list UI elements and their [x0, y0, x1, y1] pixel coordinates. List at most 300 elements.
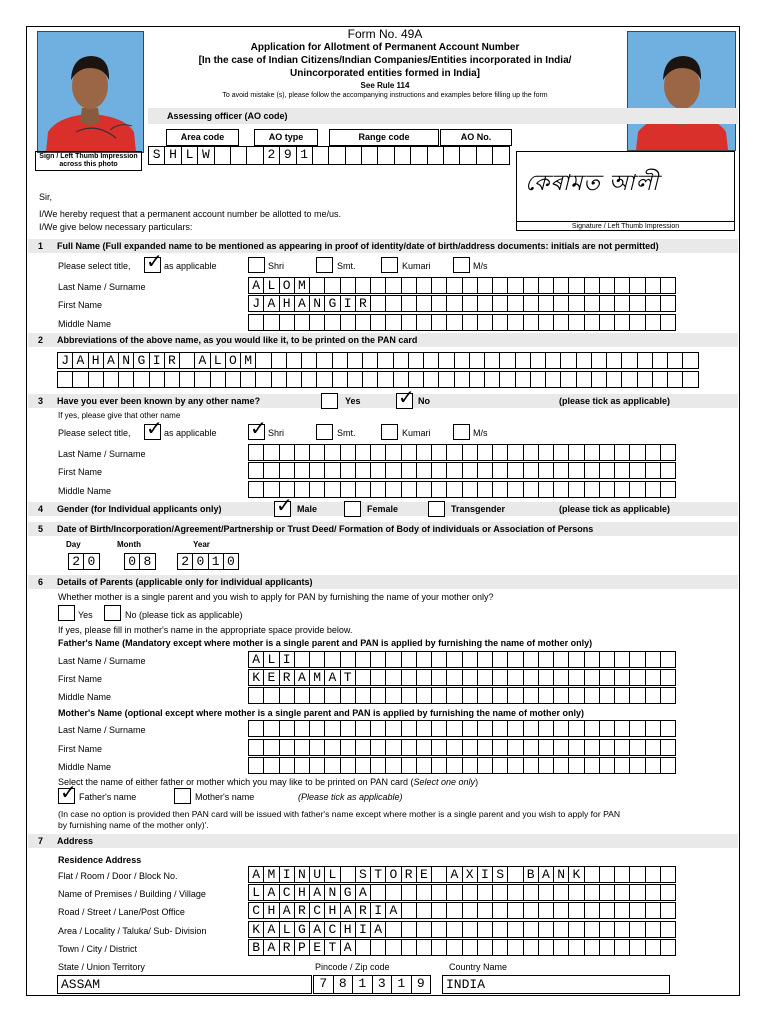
char-box[interactable] — [560, 371, 576, 388]
char-box[interactable] — [462, 277, 478, 294]
char-box[interactable]: A — [355, 884, 371, 901]
char-box[interactable] — [355, 481, 371, 498]
char-box[interactable] — [599, 295, 615, 312]
char-box[interactable] — [523, 444, 539, 461]
char-box[interactable] — [538, 314, 554, 331]
char-box[interactable] — [492, 462, 508, 479]
ao-char-box[interactable] — [394, 146, 411, 165]
char-box[interactable] — [660, 481, 676, 498]
ao-char-box[interactable]: L — [181, 146, 198, 165]
char-box[interactable] — [553, 314, 569, 331]
char-box[interactable] — [629, 277, 645, 294]
char-box[interactable] — [355, 687, 371, 704]
char-box[interactable] — [416, 277, 432, 294]
s7-road-grid[interactable] — [248, 902, 676, 919]
char-box[interactable] — [370, 462, 386, 479]
char-box[interactable]: 0 — [223, 553, 239, 570]
char-box[interactable] — [446, 884, 462, 901]
char-box[interactable] — [660, 720, 676, 737]
char-box[interactable] — [431, 314, 447, 331]
char-box[interactable] — [523, 651, 539, 668]
ao-char-box[interactable] — [328, 146, 345, 165]
s3-kumari-checkbox[interactable] — [381, 424, 398, 440]
char-box[interactable] — [462, 921, 478, 938]
char-box[interactable] — [652, 371, 668, 388]
s7-state-input[interactable]: ASSAM — [57, 975, 312, 994]
char-box[interactable] — [530, 352, 546, 369]
s3-middle-name-grid[interactable] — [248, 481, 676, 498]
char-box[interactable] — [553, 462, 569, 479]
char-box[interactable] — [370, 687, 386, 704]
char-box[interactable] — [629, 884, 645, 901]
char-box[interactable] — [263, 444, 279, 461]
char-box[interactable]: T — [370, 866, 386, 883]
char-box[interactable] — [370, 295, 386, 312]
char-box[interactable] — [553, 481, 569, 498]
char-box[interactable]: M — [294, 277, 310, 294]
char-box[interactable]: O — [225, 352, 241, 369]
char-box[interactable] — [629, 757, 645, 774]
char-box[interactable] — [553, 277, 569, 294]
char-box[interactable] — [645, 651, 661, 668]
char-box[interactable]: A — [263, 295, 279, 312]
char-box[interactable] — [568, 921, 584, 938]
char-box[interactable] — [492, 939, 508, 956]
char-box[interactable] — [645, 481, 661, 498]
char-box[interactable] — [530, 371, 546, 388]
char-box[interactable] — [591, 352, 607, 369]
char-box[interactable] — [660, 462, 676, 479]
char-box[interactable] — [401, 739, 417, 756]
char-box[interactable] — [385, 884, 401, 901]
char-box[interactable] — [294, 720, 310, 737]
char-box[interactable] — [340, 720, 356, 737]
s3-first-name-grid[interactable] — [248, 462, 676, 479]
char-box[interactable] — [660, 866, 676, 883]
char-box[interactable]: I — [340, 295, 356, 312]
char-box[interactable] — [553, 739, 569, 756]
char-box[interactable] — [660, 687, 676, 704]
s2-abbrev-row-2[interactable] — [57, 371, 699, 388]
char-box[interactable]: J — [57, 352, 73, 369]
char-box[interactable]: R — [164, 352, 180, 369]
s6-no-checkbox[interactable] — [104, 605, 121, 621]
char-box[interactable] — [309, 651, 325, 668]
char-box[interactable] — [507, 720, 523, 737]
char-box[interactable]: G — [133, 352, 149, 369]
char-box[interactable]: I — [149, 352, 165, 369]
char-box[interactable] — [660, 277, 676, 294]
s7-premises-grid[interactable] — [248, 884, 676, 901]
char-box[interactable] — [667, 352, 683, 369]
char-box[interactable] — [576, 352, 592, 369]
char-box[interactable] — [324, 277, 340, 294]
s1-last-name-grid[interactable] — [248, 277, 676, 294]
char-box[interactable] — [507, 757, 523, 774]
char-box[interactable] — [324, 481, 340, 498]
char-box[interactable] — [446, 444, 462, 461]
char-box[interactable] — [599, 720, 615, 737]
char-box[interactable] — [355, 314, 371, 331]
char-box[interactable] — [568, 295, 584, 312]
char-box[interactable] — [553, 669, 569, 686]
char-box[interactable]: C — [309, 902, 325, 919]
char-box[interactable] — [507, 866, 523, 883]
s6-fathers-name-checkbox[interactable] — [58, 780, 77, 804]
char-box[interactable] — [309, 481, 325, 498]
char-box[interactable] — [431, 277, 447, 294]
char-box[interactable]: G — [294, 921, 310, 938]
s3-smt-checkbox[interactable] — [316, 424, 333, 440]
char-box[interactable] — [553, 921, 569, 938]
char-box[interactable] — [355, 651, 371, 668]
char-box[interactable] — [553, 757, 569, 774]
char-box[interactable]: I — [279, 651, 295, 668]
char-box[interactable] — [309, 720, 325, 737]
char-box[interactable]: 1 — [391, 975, 412, 994]
ao-char-box[interactable] — [312, 146, 329, 165]
char-box[interactable] — [263, 720, 279, 737]
char-box[interactable] — [584, 884, 600, 901]
char-box[interactable] — [599, 314, 615, 331]
char-box[interactable] — [614, 314, 630, 331]
char-box[interactable] — [340, 444, 356, 461]
char-box[interactable] — [462, 462, 478, 479]
char-box[interactable] — [454, 371, 470, 388]
char-box[interactable] — [416, 295, 432, 312]
char-box[interactable] — [309, 757, 325, 774]
char-box[interactable] — [492, 277, 508, 294]
char-box[interactable] — [401, 295, 417, 312]
char-box[interactable] — [568, 444, 584, 461]
char-box[interactable]: A — [294, 295, 310, 312]
char-box[interactable] — [484, 371, 500, 388]
char-box[interactable] — [340, 481, 356, 498]
char-box[interactable] — [446, 462, 462, 479]
char-box[interactable] — [645, 314, 661, 331]
char-box[interactable] — [599, 462, 615, 479]
char-box[interactable] — [431, 651, 447, 668]
char-box[interactable] — [225, 371, 241, 388]
char-box[interactable]: L — [324, 866, 340, 883]
char-box[interactable] — [614, 902, 630, 919]
char-box[interactable]: L — [210, 352, 226, 369]
char-box[interactable] — [210, 371, 226, 388]
char-box[interactable] — [629, 921, 645, 938]
char-box[interactable] — [446, 651, 462, 668]
char-box[interactable]: I — [370, 902, 386, 919]
char-box[interactable] — [614, 921, 630, 938]
char-box[interactable] — [423, 371, 439, 388]
char-box[interactable] — [645, 866, 661, 883]
char-box[interactable] — [294, 444, 310, 461]
char-box[interactable] — [446, 669, 462, 686]
char-box[interactable] — [416, 481, 432, 498]
char-box[interactable] — [340, 866, 356, 883]
s3-ms-checkbox[interactable] — [453, 424, 470, 440]
char-box[interactable] — [362, 352, 378, 369]
char-box[interactable] — [294, 739, 310, 756]
char-box[interactable] — [416, 939, 432, 956]
char-box[interactable] — [477, 462, 493, 479]
char-box[interactable] — [645, 444, 661, 461]
char-box[interactable] — [469, 352, 485, 369]
char-box[interactable] — [324, 651, 340, 668]
char-box[interactable] — [385, 720, 401, 737]
s6-mother-first-grid[interactable] — [248, 739, 676, 756]
char-box[interactable]: H — [88, 352, 104, 369]
char-box[interactable] — [599, 651, 615, 668]
char-box[interactable]: B — [248, 939, 264, 956]
char-box[interactable] — [446, 481, 462, 498]
s7-country-input[interactable]: INDIA — [442, 975, 670, 994]
char-box[interactable]: H — [263, 902, 279, 919]
char-box[interactable] — [614, 866, 630, 883]
char-box[interactable] — [294, 462, 310, 479]
char-box[interactable] — [629, 444, 645, 461]
char-box[interactable] — [523, 687, 539, 704]
char-box[interactable] — [660, 939, 676, 956]
char-box[interactable]: K — [248, 921, 264, 938]
char-box[interactable] — [584, 314, 600, 331]
char-box[interactable] — [401, 902, 417, 919]
char-box[interactable] — [401, 884, 417, 901]
char-box[interactable] — [629, 720, 645, 737]
char-box[interactable]: I — [477, 866, 493, 883]
char-box[interactable] — [416, 720, 432, 737]
char-box[interactable]: K — [568, 866, 584, 883]
char-box[interactable] — [599, 902, 615, 919]
char-box[interactable] — [477, 757, 493, 774]
char-box[interactable] — [523, 739, 539, 756]
char-box[interactable] — [370, 481, 386, 498]
char-box[interactable] — [332, 371, 348, 388]
char-box[interactable] — [362, 371, 378, 388]
char-box[interactable] — [660, 757, 676, 774]
char-box[interactable] — [248, 444, 264, 461]
char-box[interactable] — [523, 939, 539, 956]
char-box[interactable] — [538, 939, 554, 956]
char-box[interactable] — [614, 277, 630, 294]
s5-year-grid[interactable] — [177, 553, 239, 570]
char-box[interactable] — [584, 757, 600, 774]
char-box[interactable] — [316, 371, 332, 388]
char-box[interactable] — [660, 921, 676, 938]
char-box[interactable] — [416, 314, 432, 331]
char-box[interactable]: A — [103, 352, 119, 369]
char-box[interactable] — [660, 444, 676, 461]
char-box[interactable] — [309, 444, 325, 461]
char-box[interactable]: M — [263, 866, 279, 883]
char-box[interactable] — [446, 902, 462, 919]
char-box[interactable]: A — [340, 902, 356, 919]
char-box[interactable] — [370, 720, 386, 737]
char-box[interactable] — [614, 739, 630, 756]
ao-char-box[interactable] — [345, 146, 362, 165]
char-box[interactable] — [523, 669, 539, 686]
char-box[interactable] — [340, 687, 356, 704]
s1-ms-checkbox[interactable] — [453, 257, 470, 273]
ao-char-box[interactable]: W — [197, 146, 214, 165]
char-box[interactable] — [416, 921, 432, 938]
char-box[interactable] — [355, 444, 371, 461]
char-box[interactable] — [324, 757, 340, 774]
char-box[interactable]: R — [279, 669, 295, 686]
char-box[interactable] — [507, 921, 523, 938]
char-box[interactable]: 0 — [192, 553, 208, 570]
char-box[interactable] — [324, 720, 340, 737]
char-box[interactable] — [629, 651, 645, 668]
char-box[interactable] — [355, 757, 371, 774]
s6-mother-middle-grid[interactable] — [248, 757, 676, 774]
char-box[interactable] — [614, 939, 630, 956]
char-box[interactable]: A — [324, 669, 340, 686]
char-box[interactable]: E — [416, 866, 432, 883]
char-box[interactable] — [667, 371, 683, 388]
char-box[interactable] — [568, 720, 584, 737]
char-box[interactable] — [294, 314, 310, 331]
char-box[interactable]: N — [553, 866, 569, 883]
char-box[interactable] — [621, 352, 637, 369]
char-box[interactable] — [538, 884, 554, 901]
char-box[interactable] — [462, 669, 478, 686]
char-box[interactable] — [568, 939, 584, 956]
s5-day-grid[interactable] — [68, 553, 100, 570]
char-box[interactable] — [492, 884, 508, 901]
char-box[interactable] — [492, 444, 508, 461]
char-box[interactable] — [401, 757, 417, 774]
char-box[interactable] — [492, 739, 508, 756]
char-box[interactable]: C — [324, 921, 340, 938]
char-box[interactable] — [462, 481, 478, 498]
char-box[interactable] — [446, 720, 462, 737]
char-box[interactable] — [682, 352, 698, 369]
char-box[interactable] — [462, 444, 478, 461]
char-box[interactable]: T — [324, 939, 340, 956]
char-box[interactable] — [438, 352, 454, 369]
char-box[interactable] — [553, 651, 569, 668]
char-box[interactable] — [431, 757, 447, 774]
char-box[interactable] — [294, 687, 310, 704]
char-box[interactable] — [462, 687, 478, 704]
char-box[interactable] — [614, 295, 630, 312]
char-box[interactable] — [538, 757, 554, 774]
char-box[interactable] — [523, 295, 539, 312]
char-box[interactable] — [515, 371, 531, 388]
char-box[interactable] — [431, 739, 447, 756]
s3-shri-checkbox[interactable] — [248, 416, 267, 440]
char-box[interactable] — [401, 921, 417, 938]
char-box[interactable] — [294, 481, 310, 498]
char-box[interactable] — [538, 651, 554, 668]
char-box[interactable] — [431, 866, 447, 883]
char-box[interactable]: K — [248, 669, 264, 686]
char-box[interactable] — [492, 902, 508, 919]
char-box[interactable] — [492, 757, 508, 774]
char-box[interactable] — [370, 739, 386, 756]
char-box[interactable] — [660, 295, 676, 312]
char-box[interactable] — [240, 371, 256, 388]
char-box[interactable] — [385, 481, 401, 498]
char-box[interactable] — [279, 739, 295, 756]
ao-char-box[interactable] — [459, 146, 476, 165]
char-box[interactable] — [118, 371, 134, 388]
char-box[interactable] — [477, 277, 493, 294]
char-box[interactable] — [645, 939, 661, 956]
char-box[interactable] — [194, 371, 210, 388]
char-box[interactable] — [507, 939, 523, 956]
char-box[interactable] — [416, 687, 432, 704]
char-box[interactable]: 0 — [124, 553, 140, 570]
char-box[interactable] — [462, 651, 478, 668]
char-box[interactable] — [446, 757, 462, 774]
char-box[interactable] — [660, 651, 676, 668]
s5-month-grid[interactable] — [124, 553, 156, 570]
char-box[interactable]: H — [279, 295, 295, 312]
char-box[interactable]: 1 — [352, 975, 373, 994]
char-box[interactable] — [660, 314, 676, 331]
char-box[interactable] — [538, 687, 554, 704]
char-box[interactable] — [294, 757, 310, 774]
s3-no-checkbox[interactable] — [396, 385, 415, 409]
char-box[interactable] — [538, 669, 554, 686]
char-box[interactable] — [279, 687, 295, 704]
char-box[interactable] — [446, 277, 462, 294]
char-box[interactable]: A — [340, 939, 356, 956]
char-box[interactable] — [263, 687, 279, 704]
char-box[interactable] — [629, 902, 645, 919]
char-box[interactable]: U — [309, 866, 325, 883]
char-box[interactable] — [431, 902, 447, 919]
char-box[interactable]: A — [248, 277, 264, 294]
char-box[interactable] — [477, 295, 493, 312]
char-box[interactable] — [309, 739, 325, 756]
s6-father-middle-grid[interactable] — [248, 687, 676, 704]
char-box[interactable] — [385, 687, 401, 704]
char-box[interactable] — [477, 444, 493, 461]
char-box[interactable]: N — [309, 295, 325, 312]
char-box[interactable] — [263, 757, 279, 774]
ao-char-box[interactable]: S — [148, 146, 165, 165]
char-box[interactable] — [385, 314, 401, 331]
char-box[interactable] — [645, 669, 661, 686]
char-box[interactable] — [370, 651, 386, 668]
char-box[interactable] — [499, 371, 515, 388]
char-box[interactable] — [599, 939, 615, 956]
char-box[interactable]: I — [355, 921, 371, 938]
char-box[interactable] — [309, 462, 325, 479]
s2-abbrev-row-1[interactable] — [57, 352, 699, 369]
s6-yes-checkbox[interactable] — [58, 605, 75, 621]
char-box[interactable] — [584, 921, 600, 938]
char-box[interactable]: A — [538, 866, 554, 883]
char-box[interactable] — [431, 481, 447, 498]
char-box[interactable] — [507, 462, 523, 479]
char-box[interactable] — [538, 739, 554, 756]
char-box[interactable] — [309, 277, 325, 294]
char-box[interactable] — [614, 651, 630, 668]
char-box[interactable]: T — [340, 669, 356, 686]
char-box[interactable] — [255, 371, 271, 388]
char-box[interactable]: P — [294, 939, 310, 956]
s3-yes-checkbox[interactable] — [321, 393, 338, 409]
char-box[interactable] — [614, 444, 630, 461]
char-box[interactable] — [446, 295, 462, 312]
char-box[interactable] — [385, 939, 401, 956]
char-box[interactable]: C — [279, 884, 295, 901]
char-box[interactable] — [507, 884, 523, 901]
char-box[interactable] — [645, 884, 661, 901]
